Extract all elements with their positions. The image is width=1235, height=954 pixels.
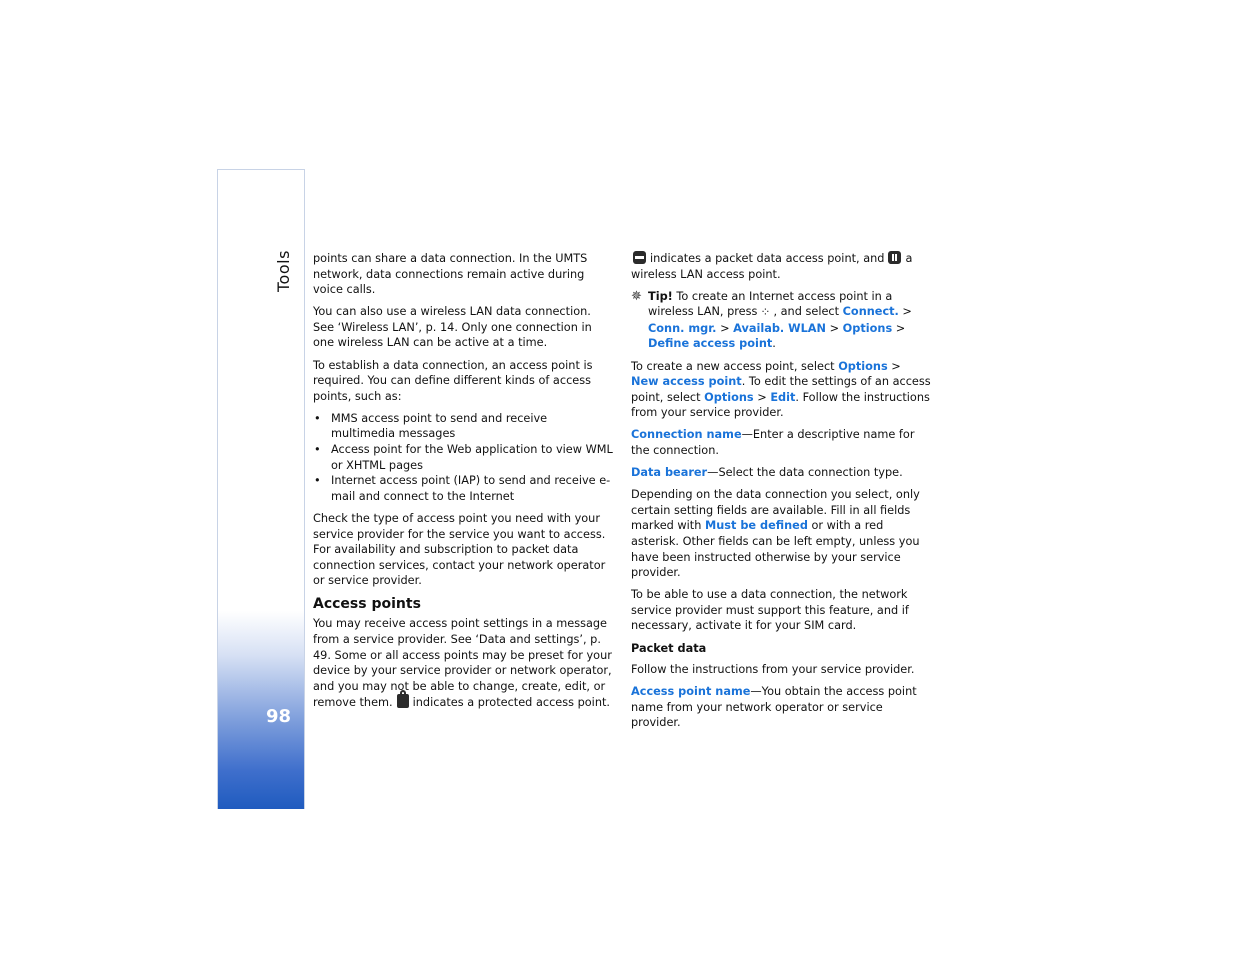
paragraph: [631, 359, 931, 421]
text-run: —Enter a descriptive name for the connection.: [631, 428, 915, 458]
separator: >: [829, 321, 840, 335]
menu-options: Options: [842, 321, 893, 335]
paragraph: [631, 251, 931, 282]
paragraph: [631, 427, 931, 458]
text-run: indicates a protected access point.: [412, 696, 611, 710]
paragraph: To be able to use a data connection, the network service provider must support this feature, and if necessary, activate it for your SIM card.: [631, 588, 909, 633]
paragraph: points can share a data connection. In the UMTS network, data connections remain active during voice calls.: [313, 252, 588, 297]
setting-access-point-name: Access point name: [631, 685, 751, 699]
setting-data-bearer: Data bearer: [631, 466, 708, 480]
list-item: • Access point for the Web application to view WML or XHTML pages: [313, 442, 613, 473]
paragraph: [631, 684, 931, 731]
separator: >: [902, 305, 912, 319]
menu-availab-wlan: Availab. WLAN: [733, 321, 827, 335]
paragraph: [313, 616, 613, 711]
menu-new-access-point: New access point: [631, 375, 742, 389]
section-title: Tools: [274, 250, 293, 292]
left-column: [313, 251, 613, 718]
setting-must-be-defined: Must be defined: [704, 519, 808, 533]
packet-data-icon: [633, 251, 646, 264]
paragraph: [631, 487, 931, 581]
section-heading: Access points: [313, 595, 421, 612]
text-run: . To edit the settings of an access point, select: [631, 375, 931, 404]
paragraph: You can also use a wireless LAN data connection. See ‘Wireless LAN’, p. 14. Only one connection in one wireless LAN can be active at a time.: [313, 305, 592, 350]
paragraph: Follow the instructions from your service provider.: [631, 663, 915, 677]
tip-block: ✵ Tip! To create an Internet access point in a wireless LAN, press ⁘ , and select Connect. > Conn. mgr. > Availab. WLAN > Options > Define access point.: [631, 288, 912, 351]
text-run: , and select: [773, 305, 840, 319]
separator: >: [895, 321, 906, 335]
text-run: To create a new access point, select: [631, 359, 835, 373]
menu-options: Options: [838, 359, 888, 373]
menu-key-icon: ⁘: [760, 305, 771, 320]
setting-connection-name: Connection name: [631, 428, 742, 442]
tip-bulb-icon: ✵: [631, 288, 642, 304]
access-point-types-list: [313, 411, 613, 505]
menu-define-access-point: Define access point: [648, 337, 773, 351]
text-run: To create an Internet access point in a wireless LAN, press: [648, 289, 893, 319]
paragraph: To establish a data connection, an access point is required. You can define different kinds of access points, such as:: [313, 358, 593, 403]
menu-edit: Edit: [770, 390, 796, 404]
text-run: —You obtain the access point name from your network operator or service provider.: [631, 685, 917, 730]
list-item: • Internet access point (IAP) to send and receive e-mail and connect to the Internet: [313, 473, 613, 504]
separator: >: [891, 359, 901, 373]
sub-heading: Packet data: [631, 641, 707, 655]
text-run: indicates a packet data access point, and: [650, 252, 885, 265]
text-run: . Follow the instructions from your service provider.: [631, 390, 930, 420]
menu-options: Options: [704, 390, 754, 404]
tip-label: Tip!: [648, 289, 673, 303]
wlan-icon: [888, 251, 901, 264]
text-run: Depending on the data connection you select, only certain setting fields are available. Fill in all fields marked with: [631, 488, 920, 533]
right-column: [631, 251, 931, 738]
menu-conn-mgr: Conn. mgr.: [648, 321, 717, 335]
text-run: or with a red asterisk. Other fields can be left empty, unless you have been instructed otherwise by your service provider.: [631, 519, 920, 580]
menu-connect: Connect.: [842, 305, 899, 319]
text-run: You may receive access point settings in a message from a service provider. See ‘Data and settings’, p. 49. Some or all access points may be preset for your device by your service provider or network operator, and you may not be able to change, create, edit, or remove them.: [313, 617, 612, 710]
list-item: • MMS access point to send and receive multimedia messages: [313, 411, 613, 442]
text-run: —Select the data connection type.: [707, 466, 903, 480]
lock-icon: [397, 694, 409, 708]
paragraph: [631, 465, 931, 481]
separator: >: [720, 321, 730, 335]
page-number: 98: [266, 706, 292, 727]
paragraph: Check the type of access point you need with your service provider for the service you want to access. For availability and subscription to packet data connection services, contact your network operator or service provider.: [313, 511, 606, 588]
separator: >: [757, 390, 767, 404]
text-run: a wireless LAN access point.: [631, 252, 913, 281]
